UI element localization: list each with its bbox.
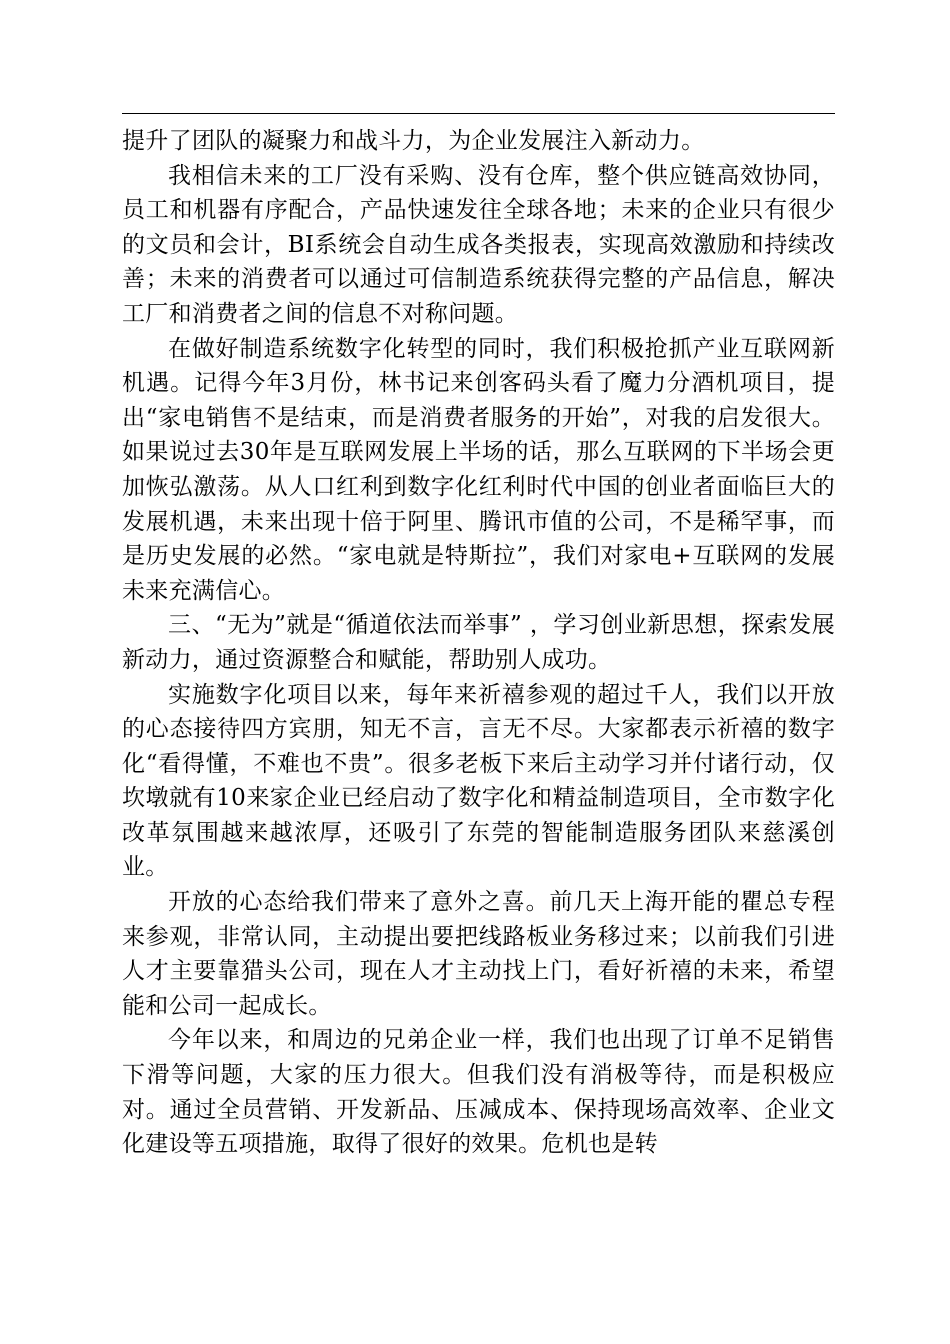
header-rule bbox=[122, 113, 835, 114]
paragraph-continuation: 提升了团队的凝聚力和战斗力，为企业发展注入新动力。 bbox=[122, 128, 705, 154]
paragraph-crisis-response: 今年以来，和周边的兄弟企业一样，我们也出现了订单不足销售下滑等问题，大家的压力很大。但我们没有消极等待，而是积极应对。通过全员营销、开发新品、压减成本、保持现场高效率、企业文化建设等五项措施，取得了很好的效果。危机也是转 bbox=[122, 1027, 835, 1158]
paragraph-industrial-internet: 在做好制造系统数字化转型的同时，我们积极抢抓产业互联网新机遇。记得今年3月份，林书记来创客码头看了魔力分酒机项目，提出“家电销售不是结束，而是消费者服务的开始”，对我的启发很大。如果说过去30年是互联网发展上半场的话，那么互联网的下半场会更加恢弘激荡。从人口红利到数字化红利时代中国的创业者面临巨大的发展机遇，未来出现十倍于阿里、腾讯市值的公司，不是稀罕事，而是历史发展的必然。“家电就是特斯拉”，我们对家电+互联网的发展未来充满信心。 bbox=[122, 335, 835, 604]
paragraph-future-factory: 我相信未来的工厂没有采购、没有仓库，整个供应链高效协同，员工和机器有序配合，产品快速发往全球各地；未来的企业只有很少的文员和会计，BI系统会自动生成各类报表，实现高效激励和持续改善；未来的消费者可以通过可信制造系统获得完整的产品信息，解决工厂和消费者之间的信息不对称问题。 bbox=[122, 162, 835, 327]
document-body bbox=[122, 124, 835, 1162]
paragraph-open-mindset: 开放的心态给我们带来了意外之喜。前几天上海开能的瞿总专程来参观，非常认同，主动提出要把线路板业务移过来；以前我们引进人才主要靠猎头公司，现在人才主动找上门，看好祈禧的未来，希望能和公司一起成长。 bbox=[122, 889, 835, 1019]
paragraph-digital-project-visits: 实施数字化项目以来，每年来祈禧参观的超过千人，我们以开放的心态接待四方宾朋，知无不言，言无不尽。大家都表示祈禧的数字化“看得懂，不难也不贵”。很多老板下来后主动学习并付诸行动，仅坎墩就有10来家企业已经启动了数字化和精益制造项目，全市数字化改革氛围越来越浓厚，还吸引了东莞的智能制造服务团队来慈溪创业。 bbox=[122, 681, 835, 881]
paragraph-section-three-heading: 三、“无为”就是“循道依法而举事” ，学习创业新思想，探索发展新动力，通过资源整合和赋能，帮助别人成功。 bbox=[122, 612, 835, 673]
